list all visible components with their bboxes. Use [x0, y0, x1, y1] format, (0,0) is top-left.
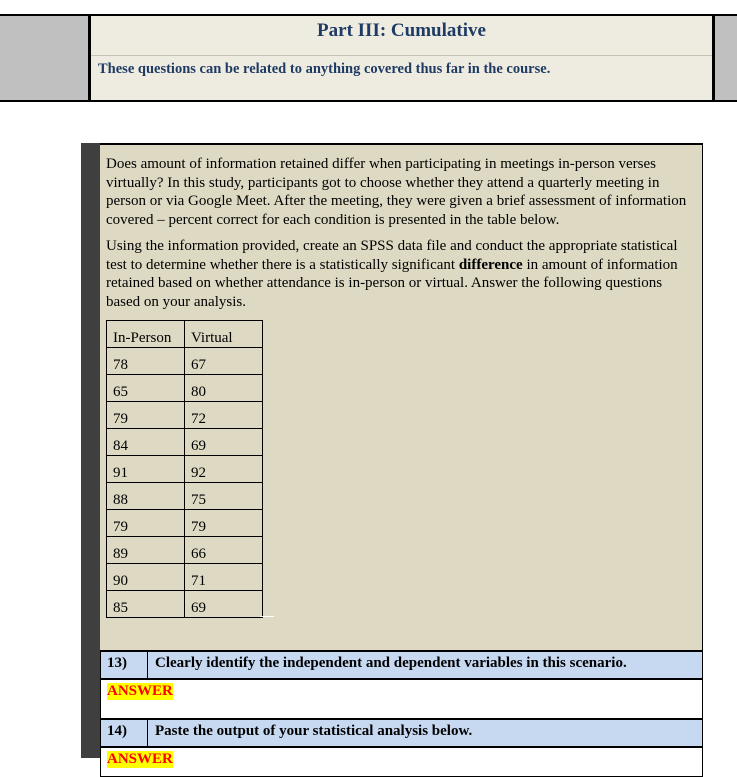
table-cell: 84	[107, 429, 185, 456]
left-margin-bar	[81, 143, 100, 758]
table-cell: 79	[185, 510, 263, 537]
question-divider	[147, 720, 148, 746]
table-cell: 79	[107, 510, 185, 537]
table-cell: 80	[185, 375, 263, 402]
table-cell: 65	[107, 375, 185, 402]
table-row	[107, 375, 263, 402]
table-row	[107, 564, 263, 591]
table-row	[107, 483, 263, 510]
question-text: Paste the output of your statistical analysis below.	[155, 723, 473, 739]
table-cell: 69	[185, 591, 263, 618]
section-subtitle: These questions can be related to anything covered thus far in the course.	[98, 61, 551, 77]
question-14-row	[100, 718, 703, 747]
table-cell: 79	[107, 402, 185, 429]
answer-13-box[interactable]	[100, 679, 703, 719]
paragraph-2-text-b: in amount of information retained based on whether attendance is in-person or virtual. Answer the following questions based on your analysis.	[106, 256, 678, 310]
section-title: Part III: Cumulative	[317, 20, 486, 41]
table-cell: 85	[107, 591, 185, 618]
table-row	[107, 456, 263, 483]
section-header	[0, 14, 737, 102]
answer-label: ANSWER	[107, 751, 173, 767]
table-cell: 91	[107, 456, 185, 483]
table-cell: 90	[107, 564, 185, 591]
table-cell: 72	[185, 402, 263, 429]
scenario-paragraph-1: Does amount of information retained differ when participating in meetings in-person verses virtually? In this study, participants got to choose whether they attend a quarterly meeting in person or via Google Meet. After the meeting, they were given a brief assessment of information covered – percent correct for each condition is presented in the table below.	[106, 156, 687, 228]
table-edge	[260, 616, 274, 617]
question-13-row	[100, 650, 703, 679]
header-right-margin	[715, 14, 737, 102]
header-box	[88, 14, 715, 102]
data-table	[106, 320, 263, 618]
question-text: Clearly identify the independent and dependent variables in this scenario.	[155, 655, 627, 671]
paragraph-2-bold: difference	[458, 256, 523, 273]
table-cell: 78	[107, 348, 185, 375]
table-cell: 89	[107, 537, 185, 564]
table-header-cell: Virtual	[185, 321, 263, 348]
table-cell: 67	[185, 348, 263, 375]
header-left-margin	[0, 14, 88, 102]
question-block	[81, 143, 703, 767]
question-number: 13)	[107, 655, 127, 671]
scenario-paragraph-2	[106, 237, 698, 311]
question-divider	[147, 652, 148, 678]
table-header-row	[107, 321, 263, 348]
scenario-panel	[100, 143, 703, 650]
header-divider	[91, 55, 712, 56]
table-row	[107, 537, 263, 564]
table-row	[107, 429, 263, 456]
table-row	[107, 591, 263, 618]
table-header-cell: In-Person	[107, 321, 185, 348]
table-row	[107, 348, 263, 375]
answer-14-box[interactable]	[100, 747, 703, 777]
table-cell: 69	[185, 429, 263, 456]
table-cell: 75	[185, 483, 263, 510]
question-number: 14)	[107, 723, 127, 739]
paragraph-2-text-a: Using the information provided, create an SPSS data file and conduct the appropriate statistical test to determine whether there is a statistically significant	[106, 238, 678, 273]
table-cell: 92	[185, 456, 263, 483]
table-row	[107, 510, 263, 537]
table-cell: 88	[107, 483, 185, 510]
answer-label: ANSWER	[107, 683, 173, 699]
table-cell: 66	[185, 537, 263, 564]
table-row	[107, 402, 263, 429]
table-cell: 71	[185, 564, 263, 591]
